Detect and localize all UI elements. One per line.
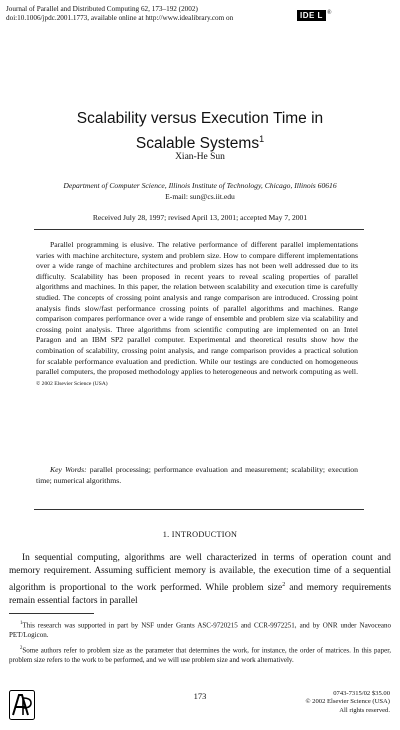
footnote-1-text: This research was supported in part by NSF under Grants ASC-9720215 and CCR-9972251, and by ONR under Navoceano PET/Logicon. <box>9 621 391 640</box>
footnote-2 <box>9 644 391 666</box>
footnote-2-mark: 2 <box>20 645 23 651</box>
abstract-text: Parallel programming is elusive. The relative performance of different parallel implementations varies with machine architecture, system and problem size. How to compare different implementations over a wide range of machine architectures and problem sizes has not been well addressed due to its difficulty. Scalability has been proposed in recent years to reveal scaling properties of parallel algorithms and machines. In this paper, the relation between scalability and execution time is carefully studied. The concepts of crossing point analysis and range comparison are introduced. Crossing point analysis finds slow/fast performance crossing points of parallel algorithms and machines. Range comparison compares performance over a wide range of ensemble and problem size via scalability and crossing point analysis. Three algorithms from scientific computing are implemented on an Intel Paragon and an IBM SP2 parallel computer. Experimental and theoretical results show how the combination of scalability, crossing point analysis, and range comparison provides a practical solution for scalable performance evaluation and prediction. While our testings are conducted on homogeneous parallel computers, the proposed methodology applies to heterogeneous and network computing as well. <box>36 240 358 377</box>
journal-header <box>6 5 233 23</box>
footnote-rule <box>9 613 94 614</box>
publisher-rights: All rights reserved. <box>339 706 390 714</box>
received-dates: Received July 28, 1997; revised April 13, 2001; accepted May 7, 2001 <box>92 213 308 222</box>
intro-part-1: In sequential computing, algorithms are well characterized in terms of operation count and memory requirement. Assuming sufficient memory is available, the execution time of a sequential algorithm is proportional to the work performed. While problem size <box>9 553 391 593</box>
abstract-top-rule <box>34 229 364 230</box>
journal-doi: doi:10.1006/jpdc.2001.1773, available online at http://www.idealibrary.com on <box>6 14 234 22</box>
abstract-bottom-rule <box>34 509 364 510</box>
ideal-logo-text: IDE L <box>297 10 326 21</box>
title-line-1: Scalability versus Execution Time in <box>76 110 324 127</box>
ideal-logo <box>297 10 332 21</box>
keywords-label: Key Words: <box>50 465 87 474</box>
footnotes <box>9 619 391 668</box>
abstract <box>36 240 358 389</box>
abstract-paragraph <box>36 240 358 389</box>
footnote-1-mark: 1 <box>20 621 23 626</box>
keywords-text: parallel processing; performance evaluation and measurement; scalability; execution time; numerical algorithms. <box>36 465 358 485</box>
title-line-2 <box>0 129 400 154</box>
intro-text <box>9 552 391 609</box>
author-affiliation: Department of Computer Science, Illinois Institute of Technology, Chicago, Illinois 60616 <box>63 181 337 190</box>
publisher-copyright: © 2002 Elsevier Science (USA) <box>305 698 390 706</box>
intro-part-2: and memory requirements remain essential factors in parallel <box>9 582 391 607</box>
publisher-price: 0743-7315/02 $35.00 <box>333 690 390 697</box>
publisher-info <box>306 690 390 715</box>
journal-citation: Journal of Parallel and Distributed Computing 62, 173–192 (2002) <box>6 5 198 13</box>
author-name: Xian-He Sun <box>175 152 225 162</box>
page-number: 173 <box>193 691 207 701</box>
keywords <box>36 465 358 486</box>
title-line-2-text: Scalable Systems <box>135 135 260 153</box>
footnote-2-text: Some authors refer to problem size as the parameter that determines the work, for instance, the order of matrices. In this paper, problem size refers to the work to be performed, and we will use problem size and work alternatively. <box>9 646 391 664</box>
title-footnote-mark: 1 <box>259 134 265 144</box>
section-heading: 1. INTRODUCTION <box>162 530 238 539</box>
footnote-1 <box>9 619 391 641</box>
paper-title <box>0 109 400 154</box>
intro-footnote-mark: 2 <box>282 581 286 588</box>
author-email: E-mail: sun@cs.iit.edu <box>165 192 235 201</box>
intro-paragraph <box>9 552 391 609</box>
registered-mark: ® <box>326 9 332 16</box>
abstract-copyright: © 2002 Elsevier Science (USA) <box>36 380 108 387</box>
